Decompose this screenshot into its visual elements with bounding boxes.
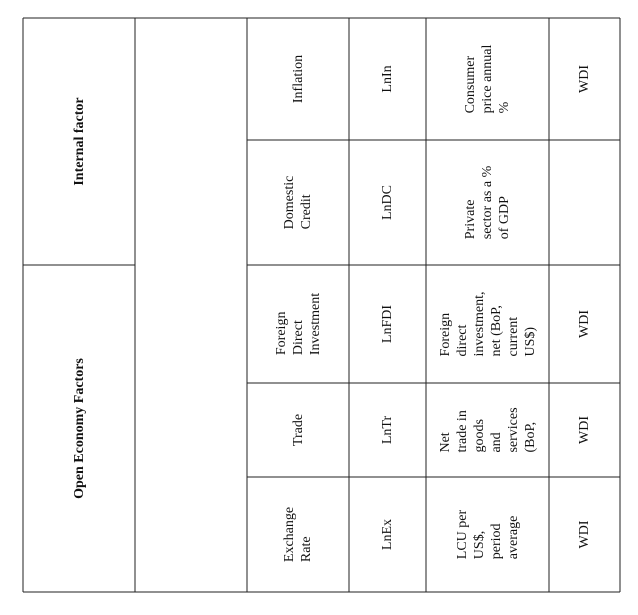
definition-cell bbox=[426, 265, 549, 383]
variable-code: LnDC bbox=[380, 185, 395, 220]
variable-name: Inflation bbox=[290, 54, 306, 104]
source-cell bbox=[549, 383, 620, 477]
code-cell bbox=[349, 140, 426, 265]
variable-source: WDI bbox=[577, 416, 592, 444]
empty-column-cell bbox=[135, 18, 247, 592]
variable-name: Exchange Rate bbox=[282, 506, 314, 563]
variable-source: WDI bbox=[577, 65, 592, 93]
variable-source: WDI bbox=[577, 310, 592, 338]
definition-cell bbox=[426, 140, 549, 265]
code-cell bbox=[349, 383, 426, 477]
variable-code: LnTr bbox=[380, 415, 395, 445]
variable-cell bbox=[247, 383, 349, 477]
code-cell bbox=[349, 477, 426, 592]
code-cell bbox=[349, 265, 426, 383]
variable-definition: Private sector as a % of GDP bbox=[463, 165, 512, 240]
source-cell bbox=[549, 265, 620, 383]
variable-cell bbox=[247, 265, 349, 383]
variable-cell bbox=[247, 140, 349, 265]
variable-name: Trade bbox=[290, 413, 306, 447]
source-cell bbox=[549, 18, 620, 140]
group-open-cell bbox=[23, 265, 135, 592]
definition-cell bbox=[426, 18, 549, 140]
variable-name: Domestic Credit bbox=[282, 175, 314, 230]
code-cell bbox=[349, 18, 426, 140]
variable-code: LnEx bbox=[380, 518, 395, 551]
variable-cell bbox=[247, 477, 349, 592]
definition-cell bbox=[426, 383, 549, 477]
group-internal-cell bbox=[23, 18, 135, 265]
variable-definition: Consumer price annual % bbox=[463, 44, 512, 114]
group-open-label: Open Economy Factors bbox=[71, 358, 87, 499]
variable-definition: Foreign direct investment, net (BoP, current US$) bbox=[437, 291, 538, 357]
variable-source: WDI bbox=[577, 520, 592, 549]
variable-cell bbox=[247, 18, 349, 140]
variable-code: LnFDI bbox=[380, 304, 395, 344]
variable-definition: LCU per US$, period average bbox=[454, 509, 521, 560]
group-internal-label: Internal factor bbox=[71, 97, 87, 186]
source-cell bbox=[549, 140, 620, 265]
variable-code: LnIn bbox=[380, 65, 395, 93]
source-cell bbox=[549, 477, 620, 592]
variable-definition: Net trade in goods and services (BoP, bbox=[437, 407, 538, 453]
variable-name: Foreign Direct Investment bbox=[273, 292, 323, 356]
definition-cell bbox=[426, 477, 549, 592]
